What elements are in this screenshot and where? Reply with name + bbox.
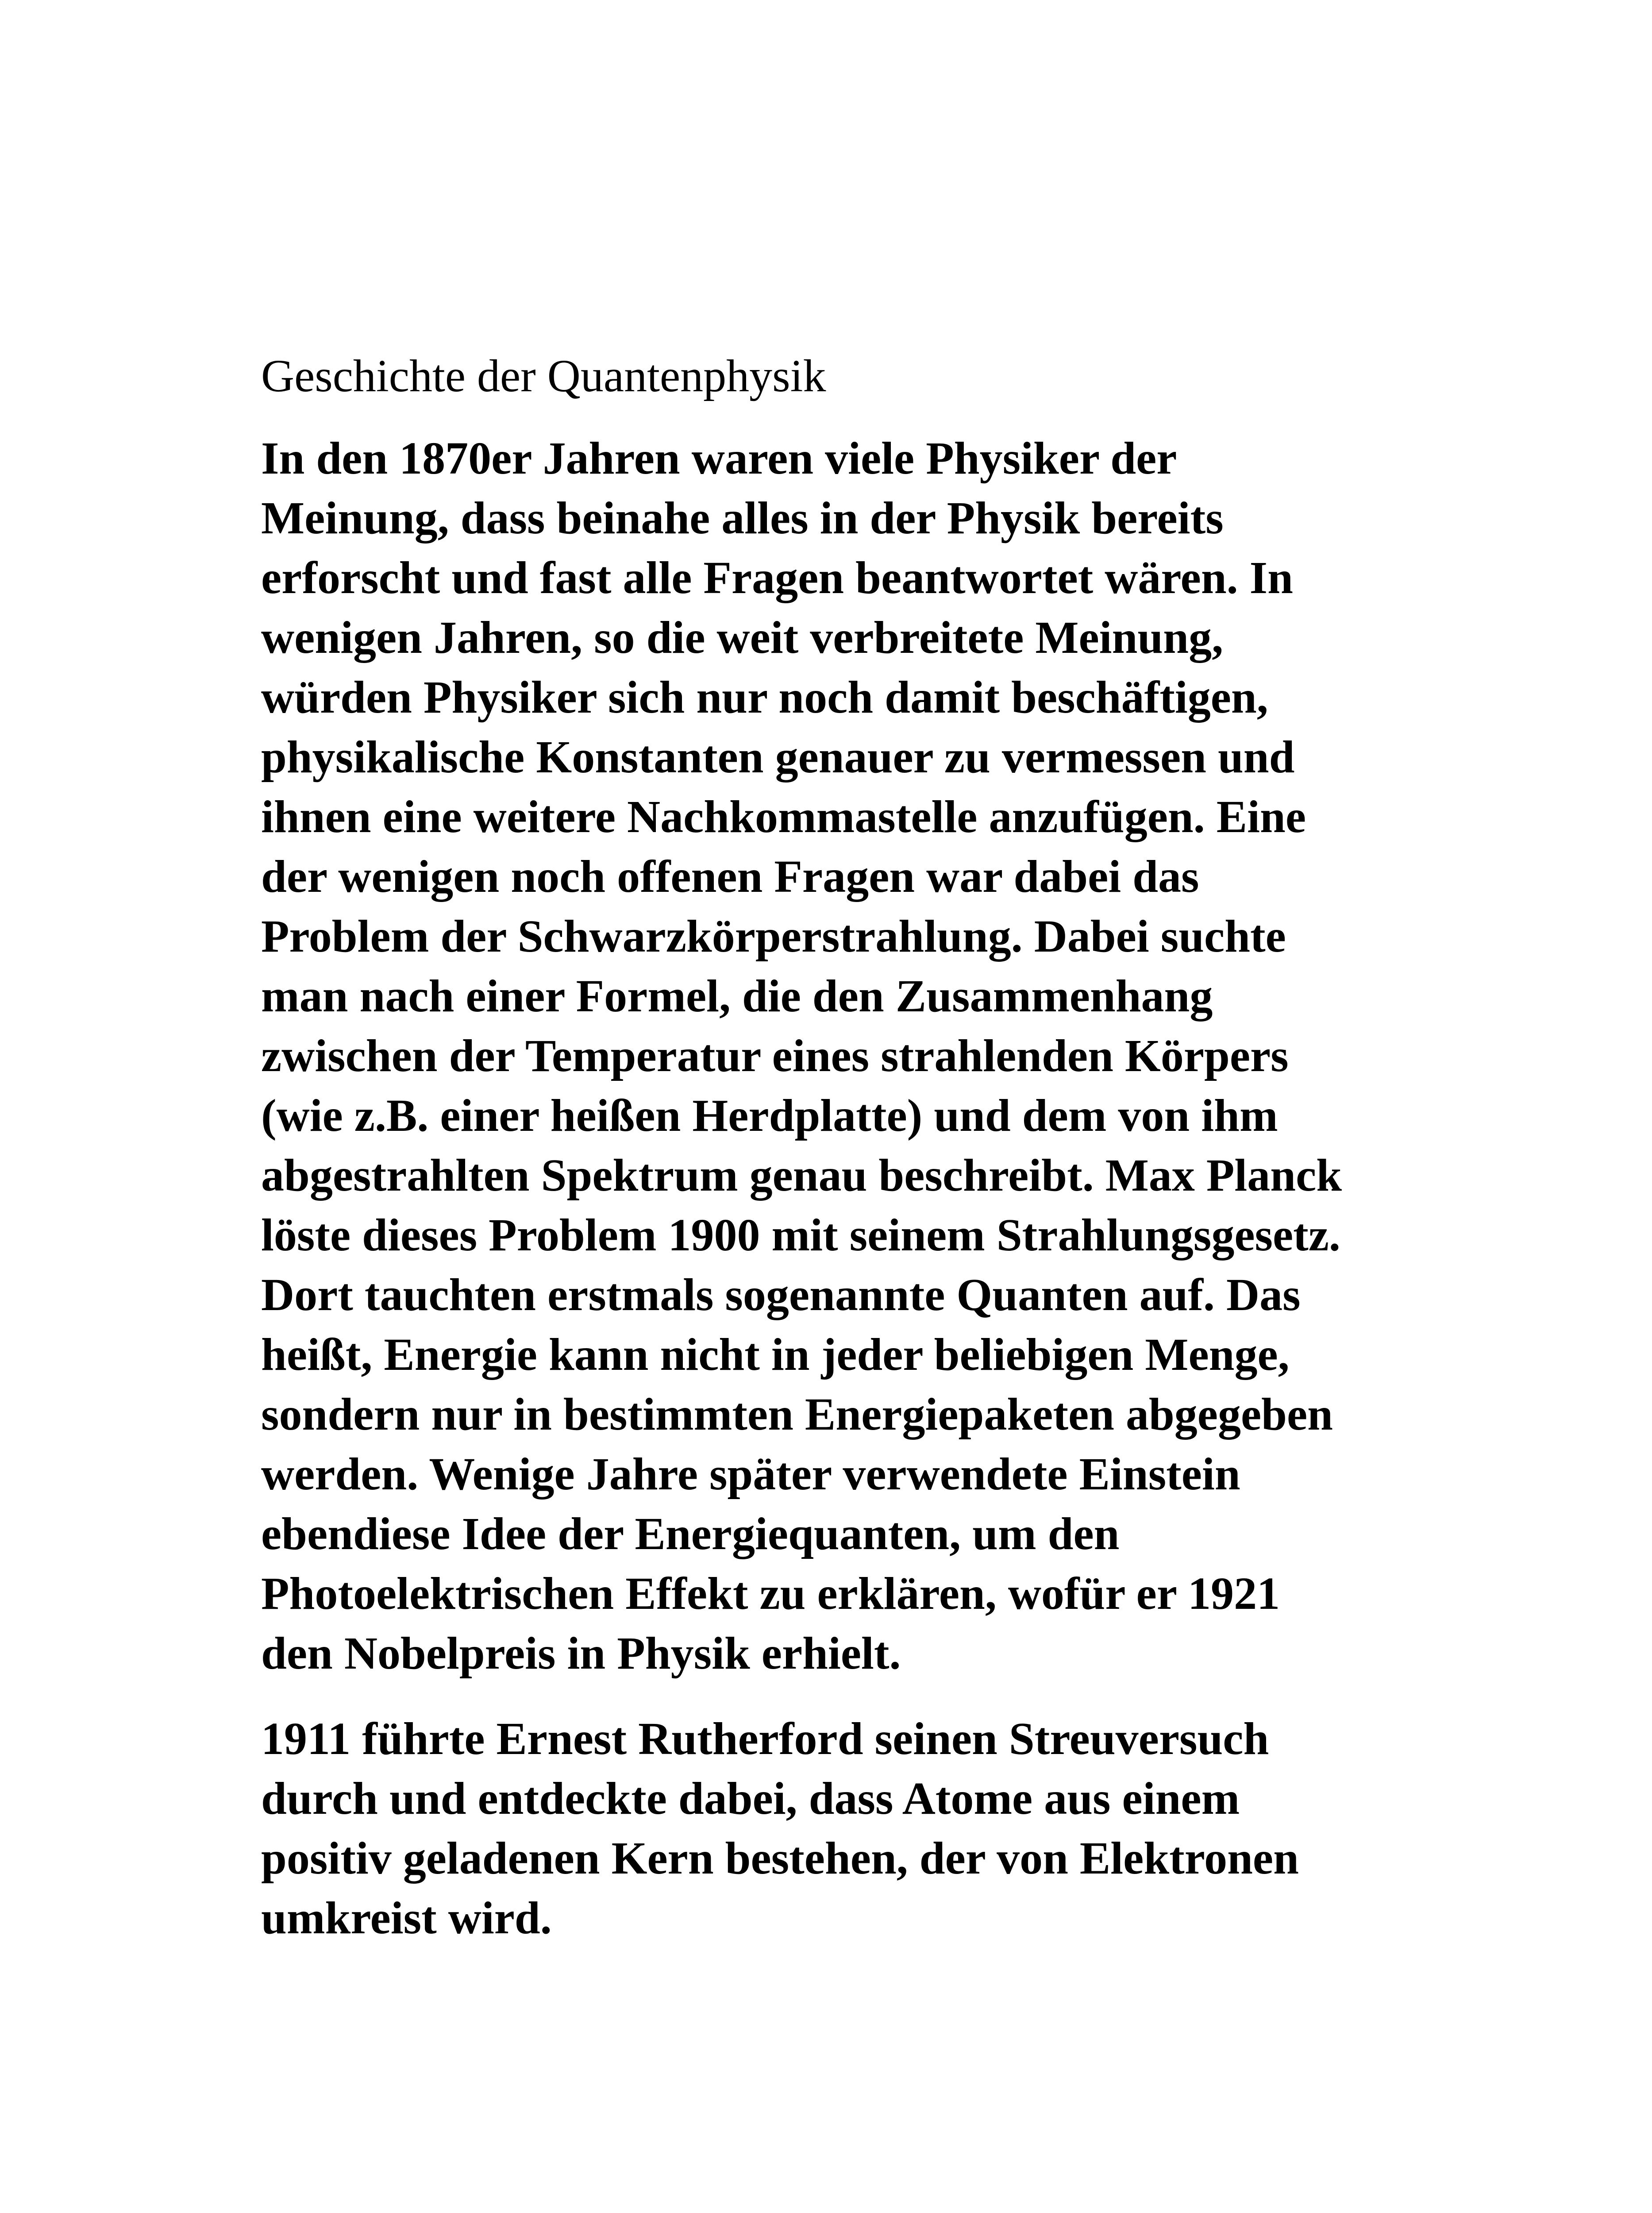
document-title: Geschichte der Quantenphysik (261, 351, 826, 401)
text-line: abgestrahlten Spektrum genau beschreibt. Max Planck (261, 1150, 1342, 1201)
text-line: werden. Wenige Jahre später verwendete Einstein (261, 1449, 1240, 1500)
text-line: würden Physiker sich nur noch damit beschäftigen, (261, 672, 1268, 723)
text-line: Dort tauchten erstmals sogenannte Quanten auf. Das (261, 1269, 1301, 1320)
text-line: ebendiese Idee der Energiequanten, um den (261, 1508, 1120, 1559)
text-line: ihnen eine weitere Nachkommastelle anzufügen. Eine (261, 791, 1306, 842)
text-line: heißt, Energie kann nicht in jeder beliebigen Menge, (261, 1329, 1290, 1380)
text-line: den Nobelpreis in Physik erhielt. (261, 1628, 901, 1679)
text-line: Meinung, dass beinahe alles in der Physik bereits (261, 493, 1224, 544)
document-body (261, 350, 1434, 1974)
text-line: durch und entdeckte dabei, dass Atome aus einem (261, 1773, 1240, 1824)
text-line: physikalische Konstanten genauer zu vermessen und (261, 732, 1295, 783)
paragraph-1 (261, 428, 1434, 1683)
paragraph-2 (261, 1709, 1434, 1948)
text-line: man nach einer Formel, die den Zusammenhang (261, 971, 1213, 1022)
text-line: wenigen Jahren, so die weit verbreitete Meinung, (261, 612, 1224, 663)
text-line: der wenigen noch offenen Fragen war dabei das (261, 851, 1199, 902)
text-line: umkreist wird. (261, 1893, 552, 1943)
text-line: löste dieses Problem 1900 mit seinem Strahlungsgesetz. (261, 1210, 1340, 1261)
text-line: positiv geladenen Kern bestehen, der von Elektronen (261, 1833, 1299, 1884)
text-line: Problem der Schwarzkörperstrahlung. Dabei suchte (261, 911, 1286, 962)
text-line: In den 1870er Jahren waren viele Physiker der (261, 433, 1177, 484)
text-line: erforscht und fast alle Fragen beantwortet wären. In (261, 552, 1293, 603)
text-line: zwischen der Temperatur eines strahlenden Körpers (261, 1030, 1289, 1081)
text-line: sondern nur in bestimmten Energiepaketen abgegeben (261, 1389, 1333, 1440)
text-line: 1911 führte Ernest Rutherford seinen Streuversuch (261, 1713, 1269, 1764)
text-line: (wie z.B. einer heißen Herdplatte) und dem von ihm (261, 1090, 1278, 1141)
text-line: Photoelektrischen Effekt zu erklären, wofür er 1921 (261, 1568, 1280, 1619)
